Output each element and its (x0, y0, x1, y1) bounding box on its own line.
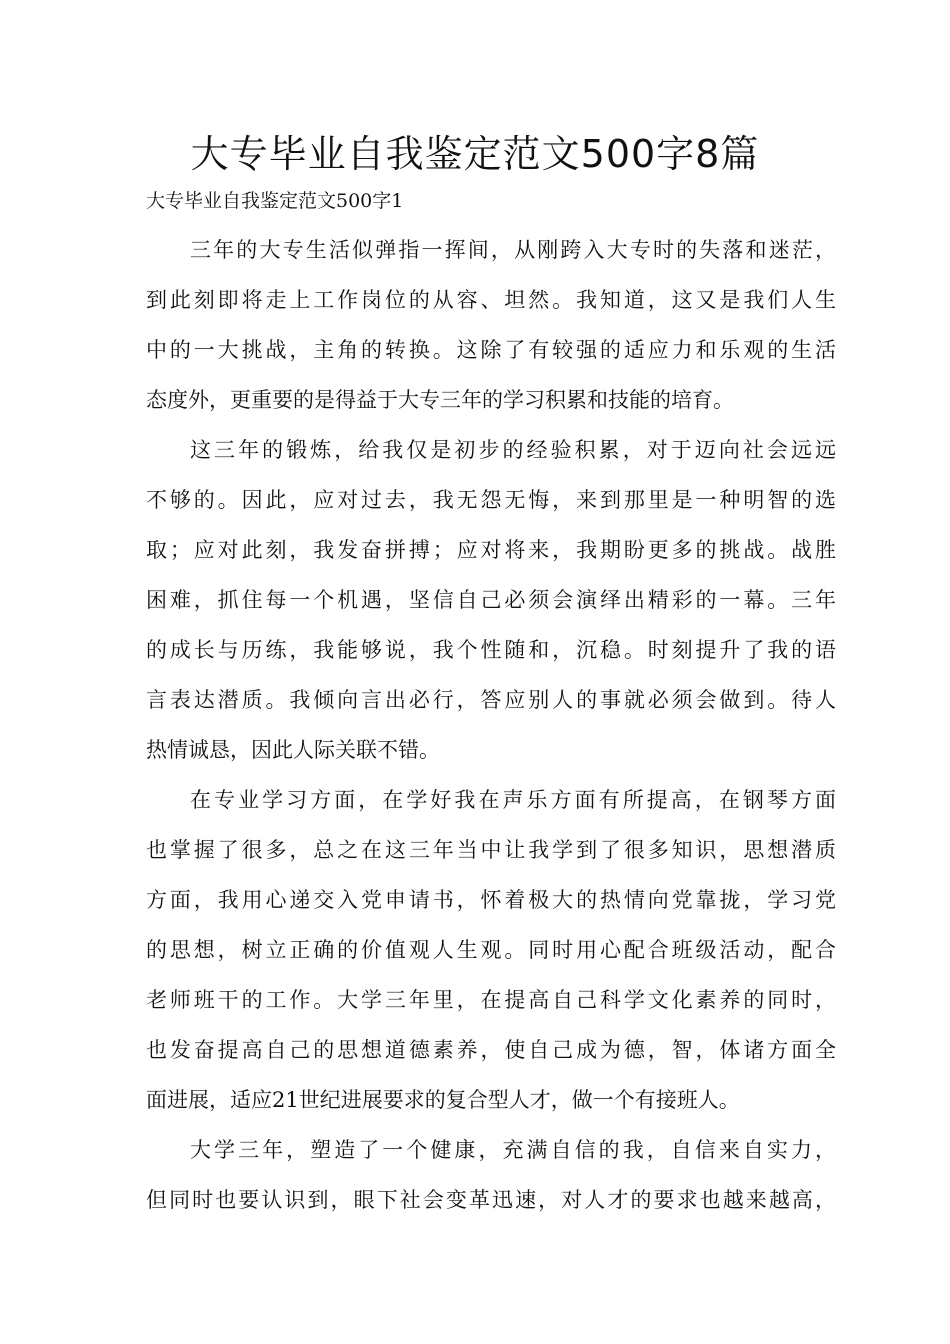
paragraph-line: 也发奋提高自己的思想道德素养，使自己成为德，智，体诸方面全 (146, 1038, 836, 1062)
paragraph-line: 面进展，适应21世纪进展要求的复合型人才，做一个有接班人。 (146, 1088, 740, 1112)
paragraph-line: 这三年的锻炼，给我仅是初步的经验积累，对于迈向社会远远 (190, 438, 836, 462)
paragraph-line: 在专业学习方面，在学好我在声乐方面有所提高，在钢琴方面 (190, 788, 836, 812)
document-title: 大专毕业自我鉴定范文500字8篇 (190, 132, 760, 176)
paragraph-line: 但同时也要认识到，眼下社会变革迅速，对人才的要求也越来越高， (146, 1188, 836, 1212)
paragraph-line: 的成长与历练，我能够说，我个性随和，沉稳。时刻提升了我的语 (146, 638, 836, 662)
paragraph-line: 方面，我用心递交入党申请书，怀着极大的热情向党靠拢，学习党 (146, 888, 836, 912)
paragraph-line: 不够的。因此，应对过去，我无怨无悔，来到那里是一种明智的选 (146, 488, 836, 512)
paragraph-line: 取；应对此刻，我发奋拼搏；应对将来，我期盼更多的挑战。战胜 (146, 538, 836, 562)
section-heading: 大专毕业自我鉴定范文500字1 (146, 190, 404, 212)
paragraph-line: 中的一大挑战，主角的转换。这除了有较强的适应力和乐观的生活 (146, 338, 836, 362)
paragraph-line: 老师班干的工作。大学三年里，在提高自己科学文化素养的同时， (146, 988, 836, 1012)
paragraph-line: 言表达潜质。我倾向言出必行，答应别人的事就必须会做到。待人 (146, 688, 836, 712)
paragraph-line: 热情诚恳，因此人际关联不错。 (146, 738, 440, 762)
paragraph-line: 困难，抓住每一个机遇，坚信自己必须会演绎出精彩的一幕。三年 (146, 588, 836, 612)
paragraph-line: 到此刻即将走上工作岗位的从容、坦然。我知道，这又是我们人生 (146, 288, 836, 312)
paragraph-line: 的思想，树立正确的价值观人生观。同时用心配合班级活动，配合 (146, 938, 836, 962)
paragraph-line: 态度外，更重要的是得益于大专三年的学习积累和技能的培育。 (146, 388, 734, 412)
paragraph-line: 三年的大专生活似弹指一挥间，从刚跨入大专时的失落和迷茫， (190, 238, 836, 262)
paragraph-line: 大学三年，塑造了一个健康，充满自信的我，自信来自实力， (190, 1138, 836, 1162)
paragraph-line: 也掌握了很多，总之在这三年当中让我学到了很多知识，思想潜质 (146, 838, 836, 862)
